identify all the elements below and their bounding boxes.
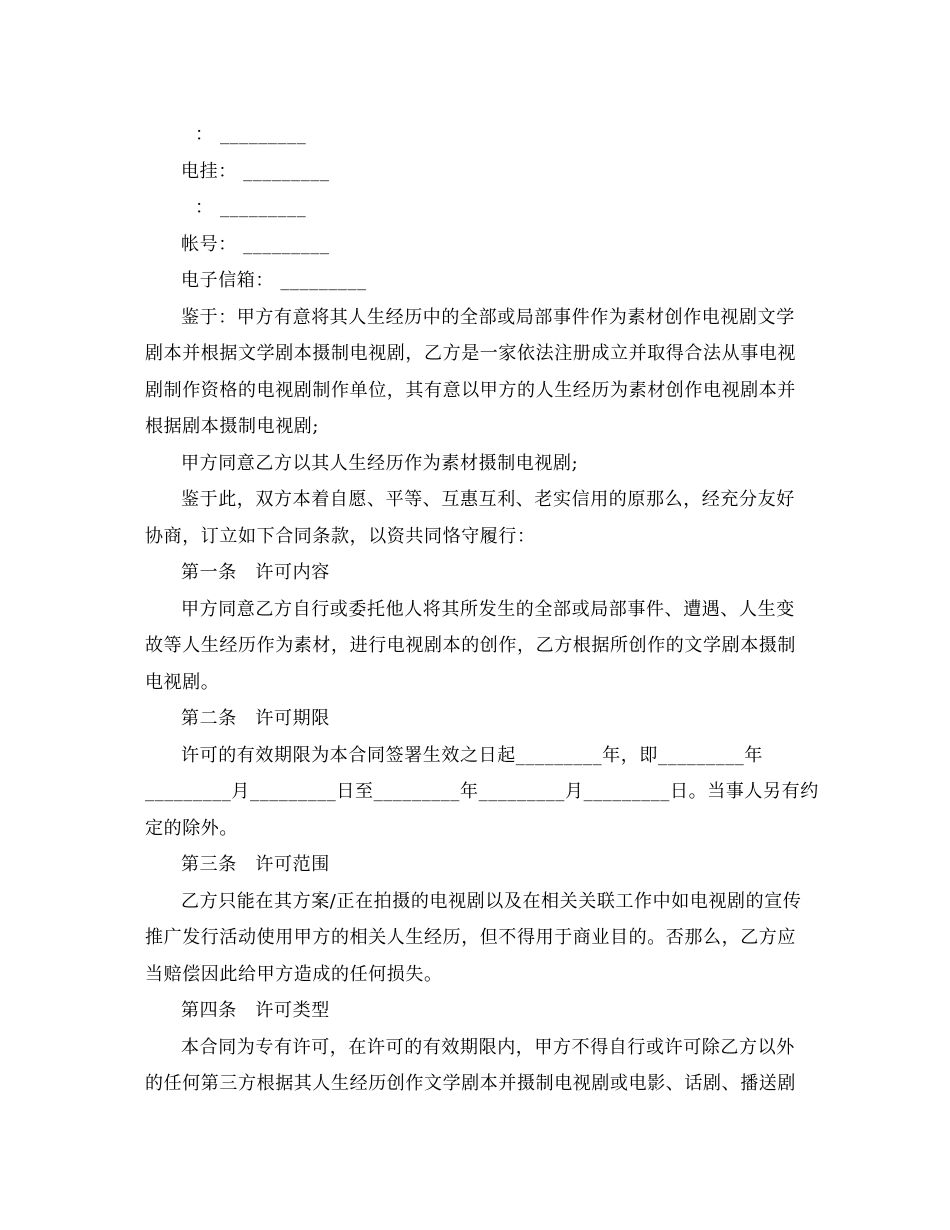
paragraph-line: 故等人生经历作为素材，进行电视剧本的创作，乙方根据所创作的文学剧本摄制 xyxy=(145,635,796,656)
paragraph-line: 电视剧。 xyxy=(145,671,220,693)
article-title: 第一条 许可内容 xyxy=(181,562,330,583)
field-blank: _________ xyxy=(243,233,330,255)
article-title: 第二条 许可期限 xyxy=(181,708,330,729)
field-blank: _________ xyxy=(243,160,330,182)
paragraph-line: 鉴于此，双方本着自愿、平等、互惠互利、老实信用的原那么，经充分友好 xyxy=(181,489,795,510)
paragraph-line: 乙方只能在其方案/正在拍摄的电视剧以及在相关关联工作中如电视剧的宣传 xyxy=(181,890,802,912)
field-blank: _________ xyxy=(280,270,367,291)
paragraph-line: _________月_________日至_________年_________月_________日。当事人另有约 xyxy=(145,781,819,802)
paragraph-line: 根据剧本摄制电视剧; xyxy=(145,416,320,437)
field-label: 帐号： xyxy=(181,233,237,255)
contract-body xyxy=(145,117,819,1103)
field-blank: _________ xyxy=(219,197,307,218)
field-line xyxy=(145,117,810,154)
field-label: ： xyxy=(195,124,214,145)
field-label: 电挂： xyxy=(181,160,237,182)
field-line xyxy=(145,190,810,227)
paragraph-line: 定的除外。 xyxy=(145,817,238,839)
paragraph-line: 甲方同意乙方以其人生经历作为素材摄制电视剧; xyxy=(181,452,579,474)
article-title: 第三条 许可范围 xyxy=(181,854,330,875)
paragraph-line: 的任何第三方根据其人生经历创作文学剧本并摄制电视剧或电影、话剧、播送剧 xyxy=(145,1073,796,1094)
field-line xyxy=(145,263,810,300)
field-label: ： xyxy=(195,197,214,218)
article-title: 第四条 许可类型 xyxy=(181,1000,330,1021)
paragraph-line: 剧制作资格的电视剧制作单位，其有意以甲方的人生经历为素材创作电视剧本并 xyxy=(145,379,796,401)
paragraph-line: 鉴于：甲方有意将其人生经历中的全部或局部事件作为素材创作电视剧文学 xyxy=(181,306,795,328)
field-line xyxy=(145,154,810,191)
paragraph-line: 甲方同意乙方自行或委托他人将其所发生的全部或局部事件、遭遇、人生变 xyxy=(181,598,795,620)
paragraph-line: 本合同为专有许可，在许可的有效期限内，甲方不得自行或许可除乙方以外 xyxy=(181,1036,795,1058)
field-label: 电子信箱： xyxy=(181,270,274,291)
paragraph-line: 协商，订立如下合同条款，以资共同恪守履行： xyxy=(145,525,536,547)
paragraph-line: 推广发行活动使用甲方的相关人生经历，但不得用于商业目的。否那么，乙方应 xyxy=(145,927,796,948)
field-blank: _________ xyxy=(219,124,307,145)
paragraph-line: 剧本并根据文学剧本摄制电视剧，乙方是一家依法注册成立并取得合法从事电视 xyxy=(145,343,796,364)
field-line xyxy=(145,227,810,264)
paragraph-line: 许可的有效期限为本合同签署生效之日起_________年，即_________年 xyxy=(181,744,763,766)
paragraph-line: 当赔偿因此给甲方造成的任何损失。 xyxy=(145,963,443,985)
